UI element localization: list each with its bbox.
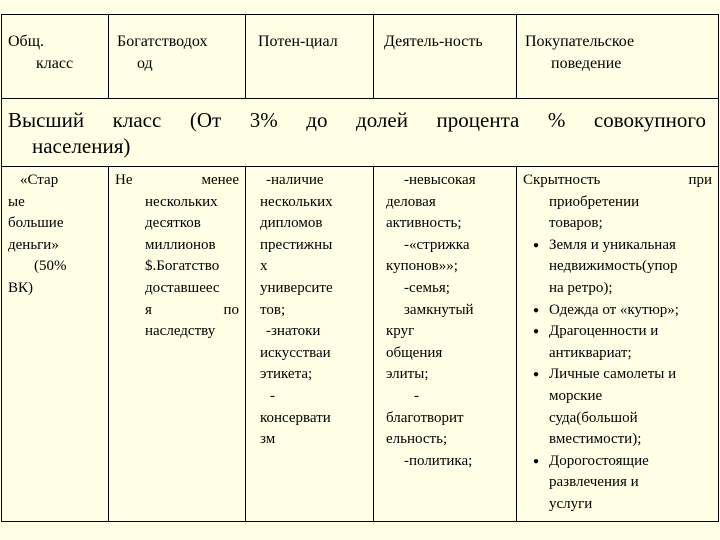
bullet-item [523,235,712,300]
social-class-table [1,14,719,522]
header-class-line2: класс [36,55,74,72]
text-line: большие [8,215,64,232]
bullet-icon: ● [532,326,540,338]
text-line: услуги [549,495,593,512]
bullet-icon: ● [532,304,540,316]
header-wealth-line1: Богатстводох [117,33,208,50]
text-line: купонов»»; [386,258,458,275]
text-line: деньги» [8,236,59,253]
text-line: общения [386,344,443,361]
text-line: - [414,387,419,404]
text-line: Дорогостоящие [549,452,649,469]
class-title-line1: Высший класс (От 3% до долей процента % совокупного [8,108,706,132]
text-line: замкнутый [404,301,474,318]
text-word: менее [201,172,239,188]
header-potential [246,15,374,99]
header-wealth [109,15,246,99]
header-class-line1: Общ. [8,33,45,50]
text-line: элиты; [386,366,429,383]
data-row [2,167,719,522]
header-behavior-line2: поведение [551,55,622,72]
text-line: нескольких [145,193,218,210]
text-line: наследству [145,323,216,340]
text-line: -наличие [266,172,324,188]
text-line: престижны [260,236,333,253]
text-line: - [270,387,275,404]
text-line: ельность; [386,431,448,448]
header-activity-line1: Деятель-ность [384,33,483,50]
header-row [2,15,719,99]
header-behavior-line1: Покупательское [525,33,635,50]
text-line: -«стрижка [404,236,470,253]
text-line: ВК) [8,279,34,296]
cell-wealth [109,167,246,522]
class-row [2,99,719,167]
text-line: -невысокая [404,172,476,188]
text-line: консервати [260,409,331,426]
cell-potential [246,167,374,522]
bullet-item [523,300,712,322]
text-line: доставшеес [145,279,220,296]
text-line: активность; [386,215,462,232]
text-line: Одежда от «кутюр»; [549,301,679,318]
text-line: товаров; [549,215,603,232]
text-line: «Стар [20,172,59,188]
header-wealth-line2: од [137,55,153,72]
class-title-cell [2,99,719,167]
bullet-item [523,364,712,450]
text-line: вместимости); [549,431,642,448]
header-activity [374,15,517,99]
text-word: Скрытность [523,172,601,188]
text-line: -политика; [404,452,473,469]
text-line: дипломов [260,215,323,232]
text-line: х [260,258,268,275]
text-word: по [223,301,239,318]
text-line: этикета; [260,366,313,383]
text-word: Не [115,172,133,188]
header-behavior [517,15,719,99]
text-line: развлечения и [549,474,639,491]
text-line: (50% [34,258,67,275]
bullet-icon: ● [532,239,540,251]
text-line: тов; [260,301,286,318]
bullet-item [523,451,712,516]
text-line: $.Богатство [145,258,220,275]
class-title-line2: населения) [32,134,131,158]
text-line: Драгоценности и [549,323,659,340]
text-line: университе [260,279,333,296]
text-line: на ретро); [549,279,613,296]
text-line: Личные самолеты и [549,366,677,383]
text-line: десятков [145,215,201,232]
bullet-icon: ● [532,455,540,467]
text-line: искусстваи [260,344,331,361]
text-line: круг [386,323,415,340]
text-line: миллионов [145,236,216,253]
bullet-item [523,321,712,364]
text-line: зм [260,431,276,448]
text-word: я [145,301,152,318]
text-line: ые [8,193,25,210]
text-word: при [688,172,712,188]
text-line: нескольких [260,193,333,210]
text-line: антиквариат; [549,344,632,361]
cell-class-type [2,167,109,522]
cell-behavior [517,167,719,522]
header-class [2,15,109,99]
text-line: недвижимость(упор [549,258,678,275]
text-line: Земля и уникальная [549,236,676,253]
text-line: -семья; [404,279,450,296]
text-line: благотворит [386,409,464,426]
header-potential-line1: Потен-циал [258,33,338,50]
bullet-icon: ● [532,369,540,381]
text-line: суда(большой [549,409,638,426]
text-line: морские [549,387,603,404]
text-line: -знатоки [266,323,321,340]
text-line: деловая [386,193,436,210]
cell-activity [374,167,517,522]
text-line: приобретении [549,193,640,210]
